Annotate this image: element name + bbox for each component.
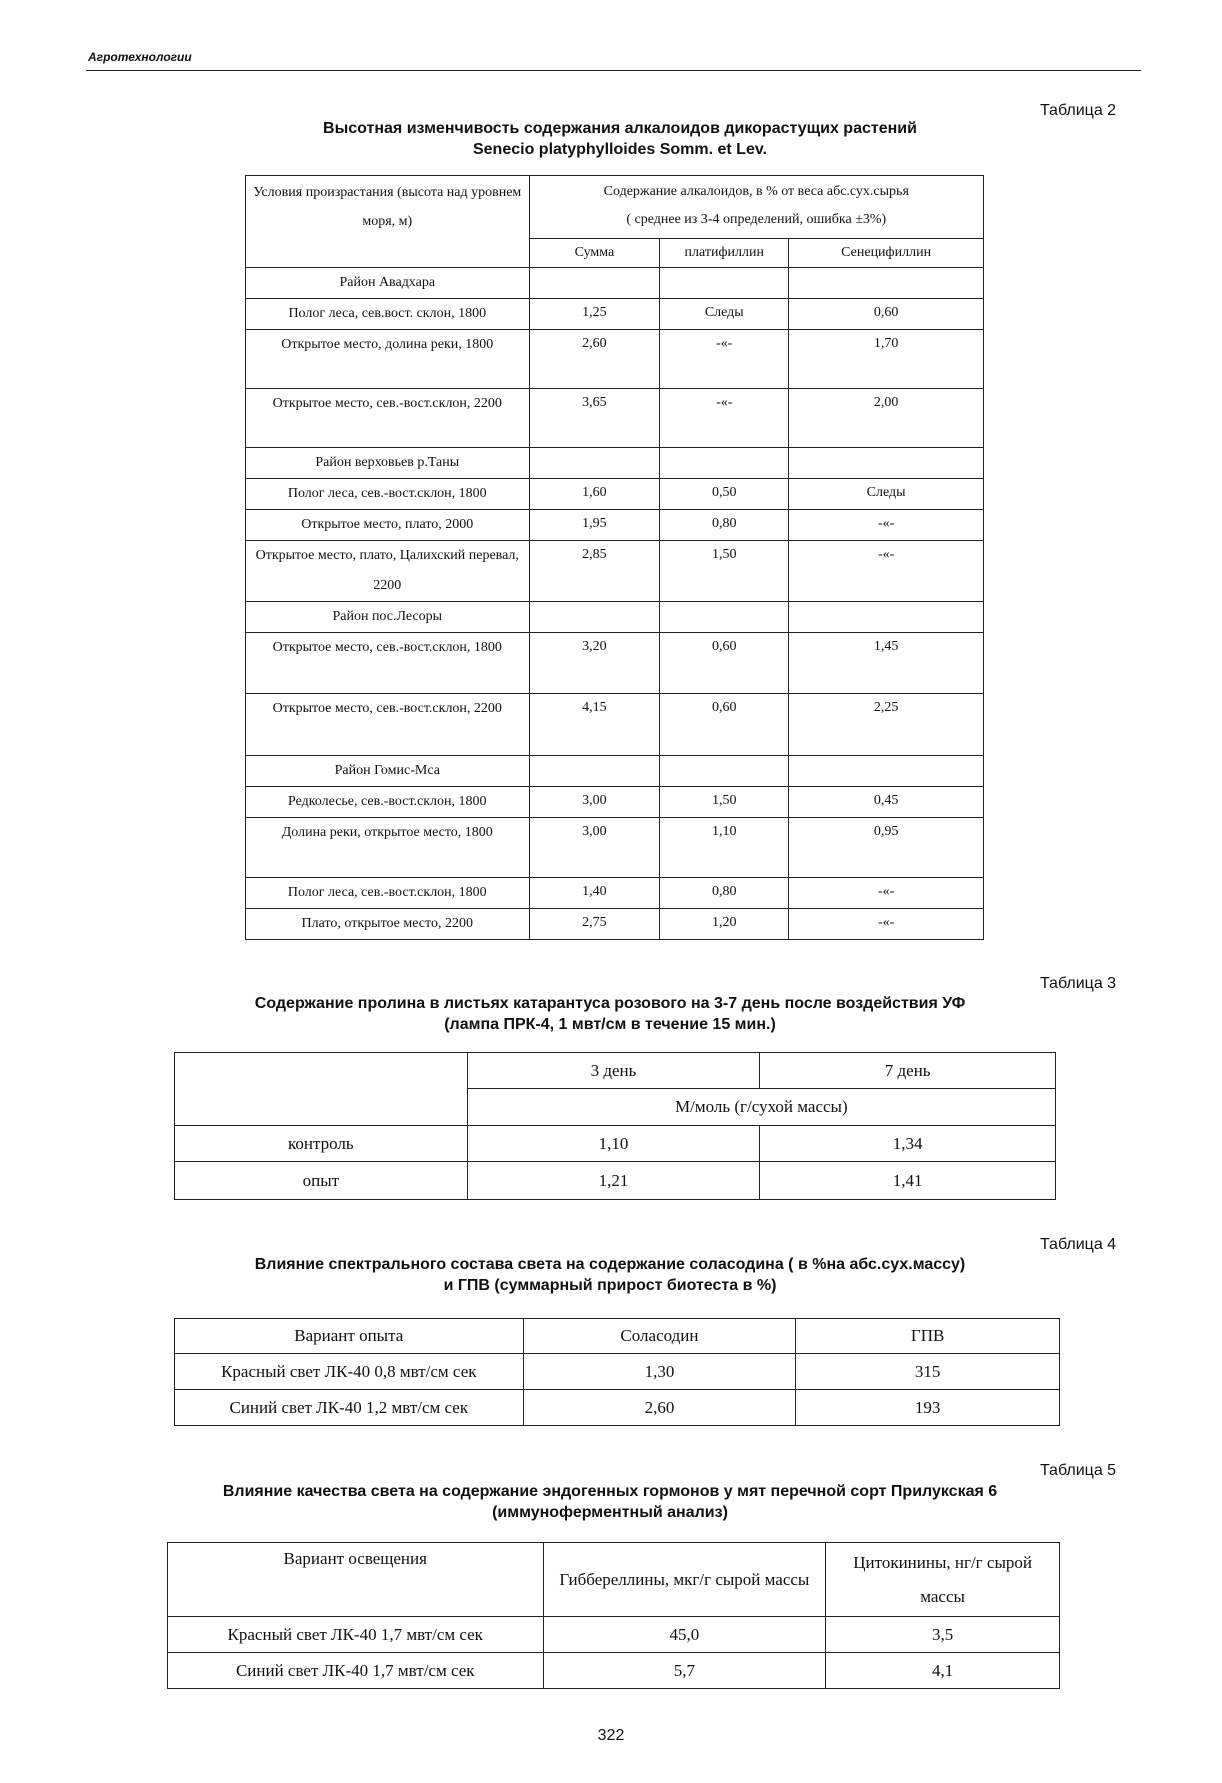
table2-cell-sum: 2,75	[529, 909, 660, 940]
table2-cell-sum: 2,85	[529, 541, 660, 602]
table2-cell-sum: 1,25	[529, 299, 660, 330]
table4-header-solasodine: Соласодин	[523, 1319, 796, 1354]
table2-cell-seneciphylline: -«-	[789, 510, 984, 541]
table2-row	[246, 878, 984, 909]
table3-row-label: опыт	[175, 1162, 468, 1200]
table2-cell-platyphylline	[660, 756, 789, 787]
table2-cell-seneciphylline	[789, 756, 984, 787]
table2-cell-condition: Полог леса, сев.вост. склон, 1800	[246, 299, 530, 330]
table2-row	[246, 448, 984, 479]
table2-header-content-line2: ( среднее из 3-4 определений, ошибка ±3%)	[626, 212, 887, 227]
table2-subheader-seneciphylline: Сенецифиллин	[789, 239, 984, 268]
table2-cell-platyphylline: 0,60	[660, 694, 789, 756]
table2-cell-condition: Открытое место, долина реки, 1800	[246, 330, 530, 389]
table2-cell-platyphylline	[660, 268, 789, 299]
table4-cell-gpv: 193	[796, 1390, 1060, 1426]
table5-cell-cytokinins: 3,5	[826, 1617, 1060, 1653]
table2-row	[246, 510, 984, 541]
table2-cell-platyphylline: -«-	[660, 330, 789, 389]
table2-cell-platyphylline	[660, 448, 789, 479]
table2-cell-platyphylline: Следы	[660, 299, 789, 330]
table2-row	[246, 633, 984, 694]
table2-cell-seneciphylline: 2,00	[789, 389, 984, 448]
table2-cell-sum: 3,00	[529, 818, 660, 878]
table2-cell-platyphylline: 0,80	[660, 510, 789, 541]
running-header: Агротехнологии	[88, 50, 192, 64]
table2-cell-condition: Открытое место, плато, Цалихский перевал, 2200	[246, 541, 530, 602]
table2-row	[246, 268, 984, 299]
table2-body	[246, 268, 984, 940]
table2-cell-condition: Открытое место, сев.-вост.склон, 2200	[246, 389, 530, 448]
table3-cell-day3: 1,10	[467, 1126, 760, 1162]
table2-cell-condition: Открытое место, сев.-вост.склон, 2200	[246, 694, 530, 756]
table2-subheader-platyphylline: платифиллин	[660, 239, 789, 268]
table2-header-condition: Условия произрастания (высота над уровнем моря, м)	[246, 176, 530, 268]
table2-cell-sum	[529, 268, 660, 299]
table2-cell-condition: Редколесье, сев.-вост.склон, 1800	[246, 787, 530, 818]
table5-cell-cytokinins: 4,1	[826, 1653, 1060, 1689]
table2-header-content	[529, 176, 983, 239]
table3-cell-day7: 1,41	[760, 1162, 1056, 1200]
table3	[174, 1052, 1056, 1200]
table2-row	[246, 479, 984, 510]
table2-cell-platyphylline: 1,50	[660, 787, 789, 818]
table2-cell-condition: Район Гомис-Мса	[246, 756, 530, 787]
table2-cell-condition: Район Авадхара	[246, 268, 530, 299]
table2-cell-condition: Полог леса, сев.-вост.склон, 1800	[246, 479, 530, 510]
table2-cell-sum: 3,00	[529, 787, 660, 818]
table2-cell-condition: Открытое место, сев.-вост.склон, 1800	[246, 633, 530, 694]
table2-cell-seneciphylline: 2,25	[789, 694, 984, 756]
table4	[174, 1318, 1060, 1426]
table2-cell-seneciphylline: 1,70	[789, 330, 984, 389]
table4-cell-solasodine: 1,30	[523, 1354, 796, 1390]
table2-subheader-sum: Сумма	[529, 239, 660, 268]
table2-row	[246, 909, 984, 940]
table4-title-line2: и ГПВ (суммарный прирост биотеста в %)	[443, 1277, 777, 1294]
table2-cell-sum: 3,20	[529, 633, 660, 694]
table2-cell-seneciphylline: -«-	[789, 909, 984, 940]
table4-cell-gpv: 315	[796, 1354, 1060, 1390]
table2-cell-seneciphylline: 0,45	[789, 787, 984, 818]
table2-cell-sum	[529, 448, 660, 479]
table2-cell-seneciphylline: 1,45	[789, 633, 984, 694]
table2-row	[246, 330, 984, 389]
table2-title	[220, 118, 1020, 160]
table3-header-day3: 3 день	[467, 1053, 760, 1089]
table2-row	[246, 299, 984, 330]
table2-header-content-line1: Содержание алкалоидов, в % от веса абс.сух.сырья	[603, 184, 909, 199]
table2-cell-condition: Район пос.Лесоры	[246, 602, 530, 633]
table2-cell-platyphylline: 0,80	[660, 878, 789, 909]
table2-cell-platyphylline: 1,20	[660, 909, 789, 940]
table2-row	[246, 787, 984, 818]
table4-row-variant: Красный свет ЛК-40 0,8 мвт/см сек	[175, 1354, 524, 1390]
table3-title-line2: (лампа ПРК-4, 1 мвт/см в течение 15 мин.)	[444, 1016, 776, 1033]
table5-cell-gibberellins: 45,0	[543, 1617, 826, 1653]
table2-cell-sum	[529, 602, 660, 633]
table4-header-gpv: ГПВ	[796, 1319, 1060, 1354]
table2-cell-seneciphylline: Следы	[789, 479, 984, 510]
table5-header-gibberellins: Гиббереллины, мкг/г сырой массы	[543, 1543, 826, 1617]
table4-cell-solasodine: 2,60	[523, 1390, 796, 1426]
table5-header-cytokinins: Цитокинины, нг/г сырой массы	[826, 1543, 1060, 1617]
table2-row	[246, 818, 984, 878]
table4-header-variant: Вариант опыта	[175, 1319, 524, 1354]
table5-row-variant: Красный свет ЛК-40 1,7 мвт/см сек	[168, 1617, 544, 1653]
table5-row-variant: Синий свет ЛК-40 1,7 мвт/см сек	[168, 1653, 544, 1689]
header-rule	[86, 70, 1141, 71]
table3-header-empty	[175, 1053, 468, 1126]
table2-cell-platyphylline: 0,60	[660, 633, 789, 694]
table3-header-unit: М/моль (г/сухой массы)	[467, 1089, 1055, 1126]
table5-title-line2: (иммуноферментный анализ)	[492, 1504, 728, 1521]
table5-title-line1: Влияние качества света на содержание эндогенных гормонов у мят перечной сорт Прилукская 6	[222, 1483, 998, 1500]
table5-cell-gibberellins: 5,7	[543, 1653, 826, 1689]
table2-row	[246, 756, 984, 787]
table2	[245, 175, 984, 940]
table2-cell-sum: 4,15	[529, 694, 660, 756]
table2-cell-platyphylline: 0,50	[660, 479, 789, 510]
page-number: 322	[597, 1727, 625, 1744]
table3-cell-day3: 1,21	[467, 1162, 760, 1200]
table4-row-variant: Синий свет ЛК-40 1,2 мвт/см сек	[175, 1390, 524, 1426]
table2-cell-platyphylline: 1,10	[660, 818, 789, 878]
table2-cell-platyphylline: -«-	[660, 389, 789, 448]
table2-cell-platyphylline: 1,50	[660, 541, 789, 602]
table5-title	[110, 1481, 1110, 1523]
table4-number: Таблица 4	[1040, 1236, 1117, 1253]
table2-cell-condition: Плато, открытое место, 2200	[246, 909, 530, 940]
table3-title	[160, 993, 1060, 1035]
table2-cell-seneciphylline: -«-	[789, 878, 984, 909]
table3-number: Таблица 3	[1040, 975, 1117, 992]
table2-cell-condition: Открытое место, плато, 2000	[246, 510, 530, 541]
table2-cell-sum: 3,65	[529, 389, 660, 448]
table2-cell-sum	[529, 756, 660, 787]
table2-cell-condition: Полог леса, сев.-вост.склон, 1800	[246, 878, 530, 909]
table3-cell-day7: 1,34	[760, 1126, 1056, 1162]
table2-cell-seneciphylline: 0,95	[789, 818, 984, 878]
table2-row	[246, 389, 984, 448]
table3-header-day7: 7 день	[760, 1053, 1056, 1089]
table2-title-line2: Senecio platyphylloides Somm. et Lev.	[472, 141, 767, 158]
table3-row-label: контроль	[175, 1126, 468, 1162]
table5	[167, 1542, 1060, 1689]
table4-title-line1: Влияние спектрального состава света на содержание соласодина ( в %на абс.сух.массу)	[254, 1256, 966, 1273]
table2-row	[246, 541, 984, 602]
table2-cell-sum: 1,60	[529, 479, 660, 510]
table2-cell-seneciphylline	[789, 268, 984, 299]
table2-cell-platyphylline	[660, 602, 789, 633]
table2-cell-seneciphylline: 0,60	[789, 299, 984, 330]
table2-cell-seneciphylline: -«-	[789, 541, 984, 602]
table2-title-line1: Высотная изменчивость содержания алкалоидов дикорастущих растений	[323, 120, 917, 137]
table2-row	[246, 602, 984, 633]
table5-number: Таблица 5	[1040, 1462, 1117, 1479]
table2-cell-condition: Долина реки, открытое место, 1800	[246, 818, 530, 878]
table4-title	[160, 1254, 1060, 1296]
table2-cell-sum: 1,40	[529, 878, 660, 909]
table2-cell-sum: 1,95	[529, 510, 660, 541]
table5-header-variant: Вариант освещения	[168, 1543, 544, 1617]
table2-row	[246, 694, 984, 756]
table2-cell-sum: 2,60	[529, 330, 660, 389]
table2-cell-condition: Район верховьев р.Таны	[246, 448, 530, 479]
table3-title-line1: Содержание пролина в листьях катарантуса розового на 3-7 день после воздействия УФ	[254, 995, 966, 1012]
table2-cell-seneciphylline	[789, 602, 984, 633]
table2-cell-seneciphylline	[789, 448, 984, 479]
table2-number: Таблица 2	[1040, 102, 1117, 119]
